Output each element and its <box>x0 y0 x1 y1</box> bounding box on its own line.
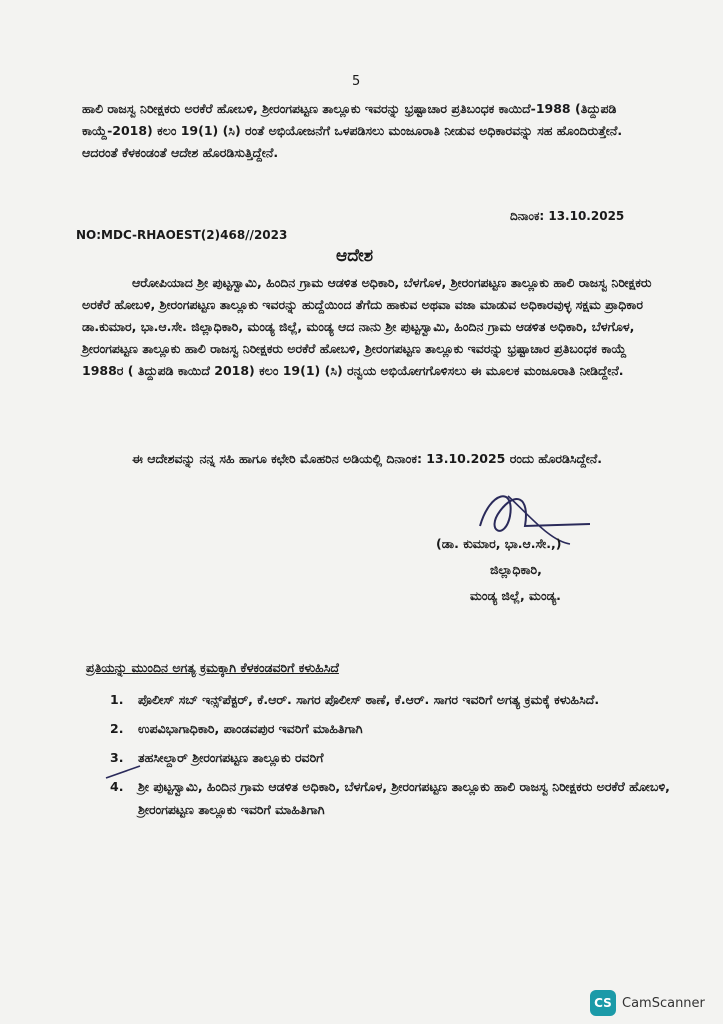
signatory-place: ಮಂಡ್ಯ ಜಿಲ್ಲೆ, ಮಂಡ್ಯ. <box>470 588 561 603</box>
list-item-text: ಪೊಲೀಸ್ ಸಬ್ ಇನ್ಸ್‌ಪೆಕ್ಟರ್, ಕೆ.ಆರ್. ಸಾಗರ ಪೊಲೀಸ್ ಠಾಣೆ, ಕೆ.ಆರ್. ಸಾಗರ ಇವರಿಗೆ ಅಗತ್ಯ ಕ್ರಮಕ್ಕೆ ಕಳುಹಿಸಿದೆ. <box>138 692 600 707</box>
page-number: 5 <box>352 74 361 89</box>
list-item <box>110 717 680 740</box>
list-item-text: ಶ್ರೀ ಪುಟ್ಟಸ್ವಾಮಿ, ಹಿಂದಿನ ಗ್ರಾಮ ಆಡಳಿತ ಅಧಿಕಾರಿ, ಬೆಳಗೊಳ, ಶ್ರೀರಂಗಪಟ್ಟಣ ತಾಲ್ಲೂಕು ಹಾಲಿ ರಾಜಸ್ವ ನಿರೀಕ್ಷಕರು ಅರಕೆರೆ ಹೋಬಳಿ, ಶ್ರೀರಂಗಪಟ್ಟಣ ತಾಲ್ಲೂಕು ಇವರಿಗೆ ಮಾಹಿತಿಗಾಗಿ <box>138 779 670 817</box>
list-item <box>110 775 680 821</box>
top-paragraph: ಹಾಲಿ ರಾಜಸ್ವ ನಿರೀಕ್ಷಕರು ಅರಕೆರೆ ಹೋಬಳಿ, ಶ್ರೀರಂಗಪಟ್ಟಣ ತಾಲ್ಲೂಕು ಇವರನ್ನು ಭ್ರಷ್ಟಾಚಾರ ಪ್ರತಿಬಂಧಕ ಕಾಯಿದೆ-1988 (ತಿದ್ದುಪಡಿ ಕಾಯ್ದೆ-2018) ಕಲಂ 19(1) (ಸಿ) ರಂತೆ ಅಭಿಯೋಜನೆಗೆ ಒಳಪಡಿಸಲು ಮಂಜೂರಾತಿ ನೀಡುವ ಅಧಿಕಾರವನ್ನು ಸಹ ಹೊಂದಿರುತ್ತೇನೆ. ಆದರಂತೆ ಕೆಳಕಂಡಂತೆ ಆದೇಶ ಹೊರಡಿಸುತ್ತಿದ್ದೇನೆ. <box>82 101 623 160</box>
copy-to-list <box>110 688 680 827</box>
signatory-name: (ಡಾ. ಕುಮಾರ, ಭಾ.ಆ.ಸೇ.,) <box>436 536 562 551</box>
pen-strike-mark <box>104 762 144 782</box>
issue-paragraph: ಈ ಆದೇಶವನ್ನು ನನ್ನ ಸಹಿ ಹಾಗೂ ಕಛೇರಿ ಮೊಹರಿನ ಅಡಿಯಲ್ಲಿ ದಿನಾಂಕ: 13.10.2025 ರಂದು ಹೊರಡಿಸಿದ್ದೇನೆ. <box>132 451 603 466</box>
camscanner-label: CamScanner <box>622 995 705 1011</box>
copy-to-heading: ಪ್ರತಿಯನ್ನು ಮುಂದಿನ ಅಗತ್ಯ ಕ್ರಮಕ್ಕಾಗಿ ಕೆಳಕಂಡವರಿಗೆ ಕಳುಹಿಸಿದೆ <box>86 660 339 675</box>
order-date: ದಿನಾಂಕ: 13.10.2025 <box>510 209 625 223</box>
list-item-number: 4. <box>110 779 124 794</box>
camscanner-icon: CS <box>590 990 616 1016</box>
list-item-number: 2. <box>110 721 124 736</box>
list-item-number: 3. <box>110 750 124 765</box>
list-item <box>110 746 680 769</box>
signatory-designation: ಜಿಲ್ಲಾಧಿಕಾರಿ, <box>490 562 542 577</box>
list-item <box>110 688 680 711</box>
camscanner-watermark <box>590 990 705 1016</box>
list-item-number: 1. <box>110 692 124 707</box>
list-item-text: ತಹಸೀಲ್ದಾರ್ ಶ್ರೀರಂಗಪಟ್ಟಣ ತಾಲ್ಲೂಕು ರವರಿಗೆ <box>138 750 324 765</box>
list-item-text: ಉಪವಿಭಾಗಾಧಿಕಾರಿ, ಪಾಂಡವಪುರ ಇವರಿಗೆ ಮಾಹಿತಿಗಾಗಿ <box>138 721 363 736</box>
order-title: ಆದೇಶ <box>336 246 374 266</box>
order-paragraph: ಆರೋಪಿಯಾದ ಶ್ರೀ ಪುಟ್ಟಸ್ವಾಮಿ, ಹಿಂದಿನ ಗ್ರಾಮ ಆಡಳಿತ ಅಧಿಕಾರಿ, ಬೆಳಗೊಳ, ಶ್ರೀರಂಗಪಟ್ಟಣ ತಾಲ್ಲೂಕು ಹಾಲಿ ರಾಜಸ್ವ ನಿರೀಕ್ಷಕರು ಅರಕೆರೆ ಹೋಬಳಿ, ಶ್ರೀರಂಗಪಟ್ಟಣ ತಾಲ್ಲೂಕು ಇವರನ್ನು ಹುದ್ದೆಯಿಂದ ತೆಗೆದು ಹಾಕುವ ಅಥವಾ ವಜಾ ಮಾಡುವ ಅಧಿಕಾರವುಳ್ಳ ಸಕ್ಷಮ ಪ್ರಾಧಿಕಾರ ಡಾ.ಕುಮಾರ, ಭಾ.ಆ.ಸೇ. ಜಿಲ್ಲಾಧಿಕಾರಿ, ಮಂಡ್ಯ ಜಿಲ್ಲೆ, ಮಂಡ್ಯ ಆದ ನಾನು ಶ್ರೀ ಪುಟ್ಟಸ್ವಾಮಿ, ಹಿಂದಿನ ಗ್ರಾಮ ಆಡಳಿತ ಅಧಿಕಾರಿ, ಬೆಳಗೊಳ, ಶ್ರೀರಂಗಪಟ್ಟಣ ತಾಲ್ಲೂಕು ಹಾಲಿ ರಾಜಸ್ವ ನಿರೀಕ್ಷಕರು ಅರಕೆರೆ ಹೋಬಳಿ, ಶ್ರೀರಂಗಪಟ್ಟಣ ತಾಲ್ಲೂಕು ಇವರನ್ನು ಭ್ರಷ್ಟಾಚಾರ ಪ್ರತಿಬಂಧಕ ಕಾಯ್ದೆ 1988ರ ( ತಿದ್ದುಪಡಿ ಕಾಯಿದೆ 2018) ಕಲಂ 19(1) (ಸಿ) ರನ್ವಯ ಅಭಿಯೋಗಗೊಳಿಸಲು ಈ ಮೂಲಕ ಮಂಜೂರಾತಿ ನೀಡಿದ್ದೇನೆ. <box>82 275 652 378</box>
reference-number: NO:MDC-RHAOEST(2)468//2023 <box>76 228 288 242</box>
